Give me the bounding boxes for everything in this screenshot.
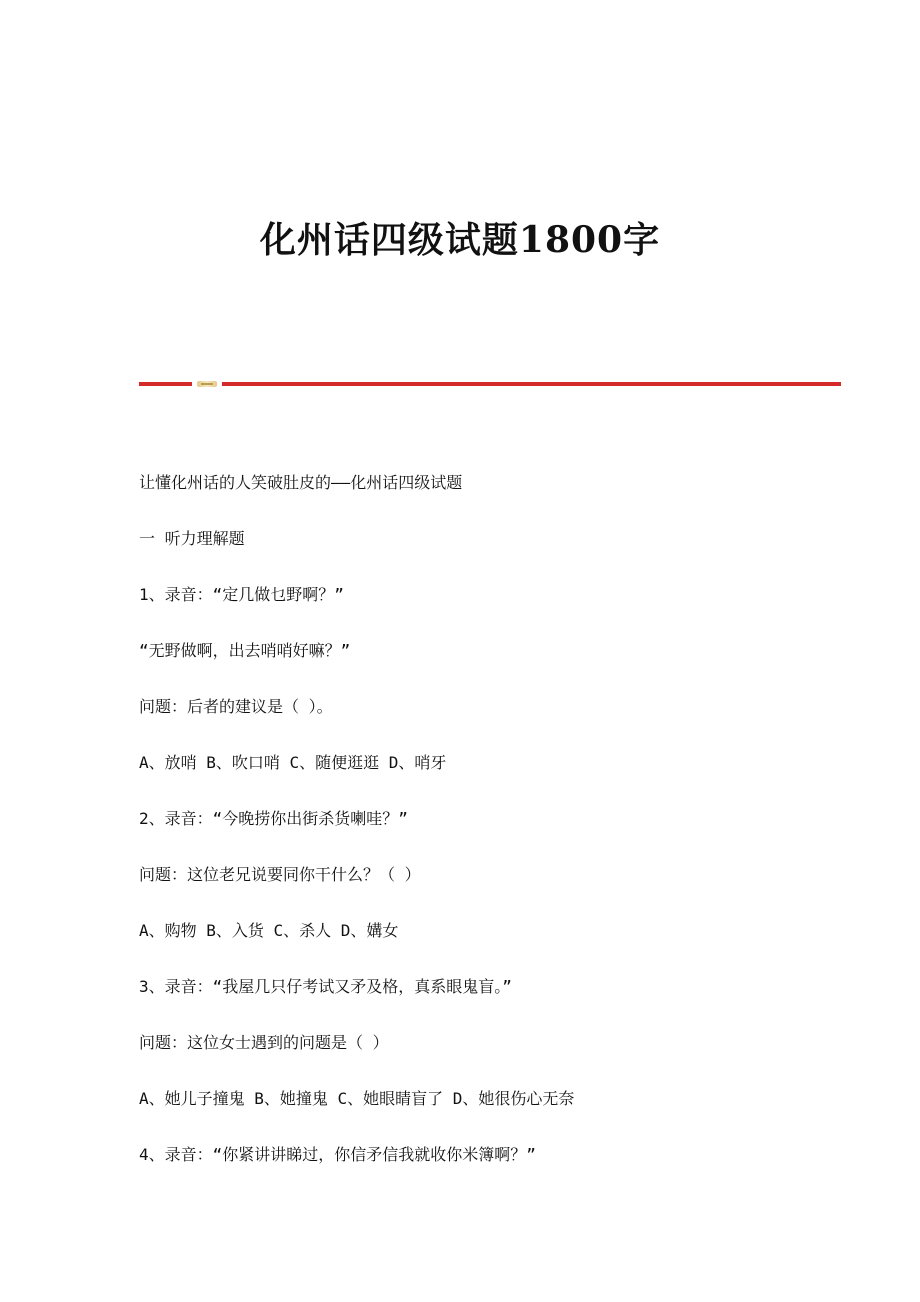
divider-left-bar	[139, 382, 192, 386]
question-2-recording: 2、录音：“今晚捞你出街杀货喇哇？”	[139, 809, 408, 828]
question-2-options: A、购物 B、入货 C、杀人 D、媾女	[139, 921, 399, 940]
divider-ornament-icon	[197, 381, 217, 387]
document-body	[139, 468, 839, 1196]
intro-line: 让懂化州话的人笑破肚皮的——化州话四级试题	[139, 473, 463, 492]
divider-right-bar	[222, 382, 841, 386]
question-1-options: A、放哨 B、吹口哨 C、随便逛逛 D、哨牙	[139, 753, 447, 772]
question-3-options: A、她儿子撞鬼 B、她撞鬼 C、她眼睛盲了 D、她很伤心无奈	[139, 1089, 575, 1108]
question-1-recording-reply: “无野做啊，出去哨哨好嘛？”	[139, 641, 351, 660]
question-1-prompt: 问题：后者的建议是（ ）。	[139, 697, 333, 716]
section-heading: 一 听力理解题	[139, 529, 245, 548]
question-1-recording: 1、录音：“定几做乜野啊？”	[139, 585, 344, 604]
question-2-prompt: 问题：这位老兄说要同你干什么？（ ）	[139, 865, 421, 884]
title-divider	[139, 380, 841, 388]
question-3-prompt: 问题：这位女士遇到的问题是（ ）	[139, 1033, 389, 1052]
question-4-recording: 4、录音：“你紧讲讲睇过，你信矛信我就收你米簿啊？”	[139, 1145, 536, 1164]
question-3-recording: 3、录音：“我屋几只仔考试又矛及格，真系眼鬼盲。”	[139, 977, 512, 996]
document-title: 化州话四级试题1800字	[259, 219, 661, 261]
